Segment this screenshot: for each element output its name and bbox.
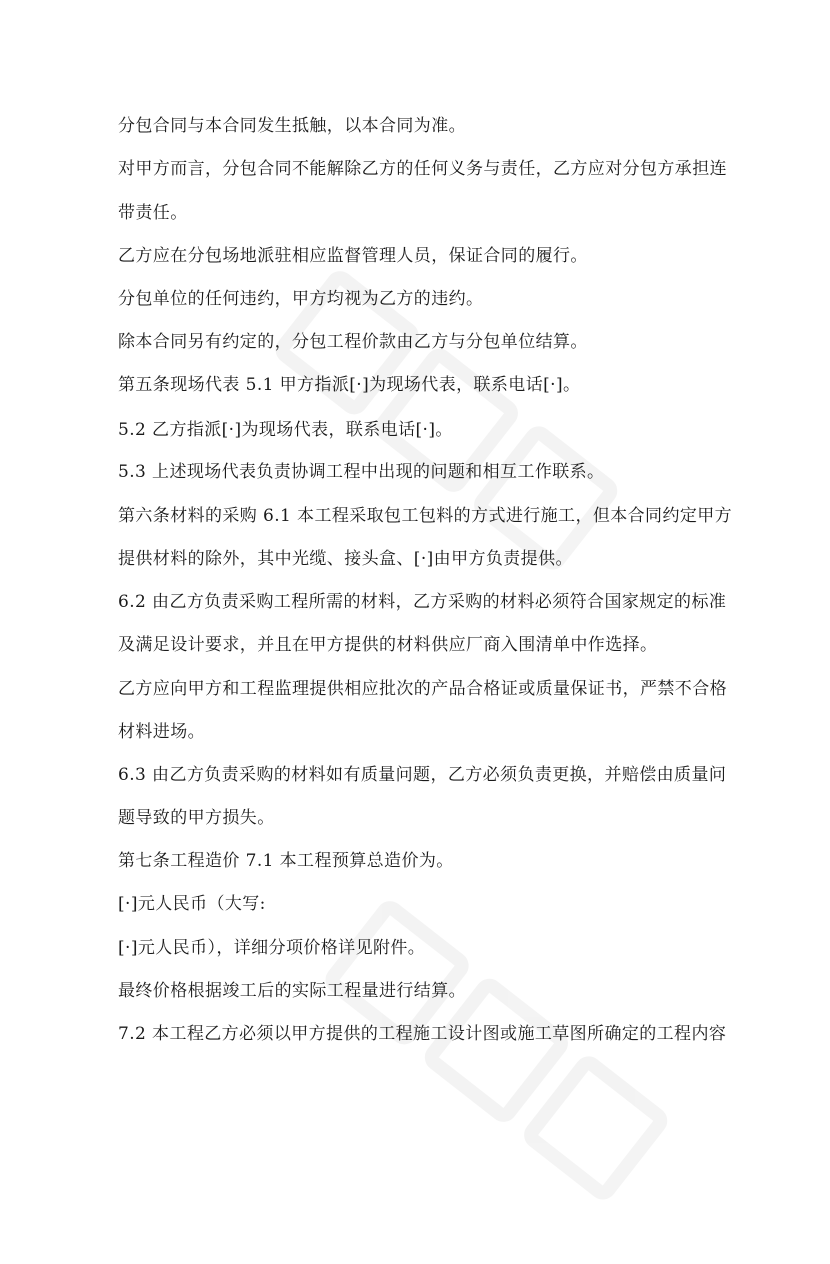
text-line: 及满足设计要求，并且在甲方提供的材料供应厂商入围清单中作选择。: [118, 635, 658, 655]
text-line: 5.2 乙方指派[·]为现场代表，联系电话[·]。: [118, 420, 453, 440]
text-line: 除本合同另有约定的，分包工程价款由乙方与分包单位结算。: [118, 332, 588, 352]
text-line: 6.3 由乙方负责采购的材料如有质量问题，乙方必须负责更换，并赔偿由质量问: [118, 765, 727, 785]
text-line: 第七条工程造价 7.1 本工程预算总造价为。: [118, 851, 454, 871]
text-line: 第五条现场代表 5.1 甲方指派[·]为现场代表，联系电话[·]。: [118, 375, 581, 395]
text-line: 材料进场。: [118, 722, 205, 742]
text-line: 乙方应向甲方和工程监理提供相应批次的产品合格证或质量保证书，严禁不合格: [118, 679, 727, 699]
text-line: 5.3 上述现场代表负责协调工程中出现的问题和相互工作联系。: [118, 462, 605, 482]
text-line: 6.2 由乙方负责采购工程所需的材料，乙方采购的材料必须符合国家规定的标准: [118, 592, 727, 612]
text-line: 题导致的甲方损失。: [118, 808, 275, 828]
text-line: 分包合同与本合同发生抵触，以本合同为准。: [118, 116, 466, 136]
watermark: [251, 266, 668, 635]
text-line: [·]元人民币（大写:: [118, 894, 266, 914]
text-line: 7.2 本工程乙方必须以甲方提供的工程施工设计图或施工草图所确定的工程内容: [118, 1024, 727, 1044]
text-line: 提供材料的除外，其中光缆、接头盒、[·]由甲方负责提供。: [118, 549, 573, 569]
text-line: 分包单位的任何违约，甲方均视为乙方的违约。: [118, 289, 484, 309]
text-line: 带责任。: [118, 203, 188, 223]
watermark-glyph: [518, 1051, 672, 1205]
text-line: 第六条材料的采购 6.1 本工程采取包工包料的方式进行施工，但本合同约定甲方: [118, 506, 733, 526]
text-line: 对甲方而言，分包合同不能解除乙方的任何义务与责任，乙方应对分包方承担连: [118, 159, 727, 179]
text-line: 乙方应在分包场地派驻相应监督管理人员，保证合同的履行。: [118, 246, 588, 266]
text-line: 最终价格根据竣工后的实际工程量进行结算。: [118, 981, 466, 1001]
text-line: [·]元人民币），详细分项价格详见附件。: [118, 938, 426, 958]
